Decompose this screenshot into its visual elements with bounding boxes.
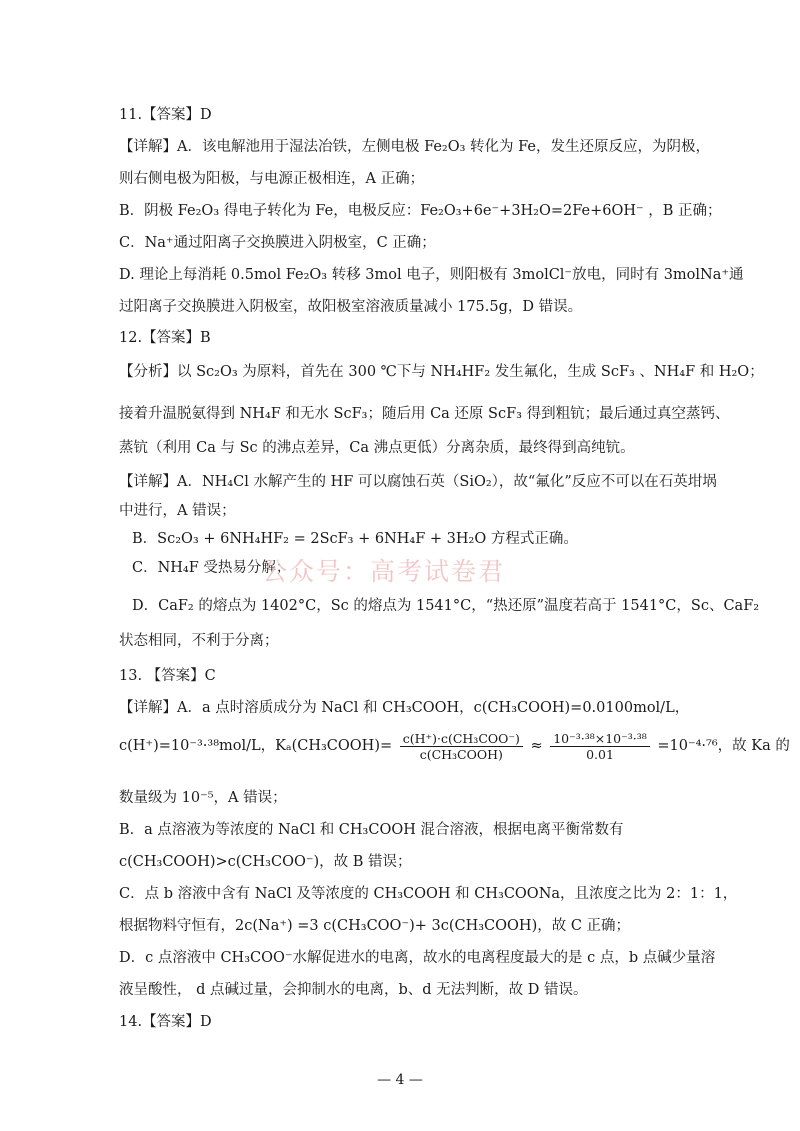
text-line: 则右侧电极为阳极，与电源正极相连，A 正确； — [119, 171, 425, 187]
watermark: 公众号：高考试卷君 — [262, 557, 506, 586]
text-line: D．c 点溶液中 CH₃COO⁻水解促进水的电离，故水的电离程度最大的是 c 点，b 点碱少量溶 — [119, 950, 716, 966]
fraction-denominator: 0.01 — [586, 746, 614, 762]
fraction-ka — [400, 731, 523, 762]
text-line: 液呈酸性， d 点碱过量，会抑制水的电离，b、d 无法判断，故 D 错误。 — [119, 982, 588, 998]
fraction-value — [550, 731, 650, 762]
text-line: 【详解】A．a 点时溶质成分为 NaCl 和 CH₃COOH，c(CH₃COOH)=0.0100mol/L， — [119, 700, 690, 716]
text-line: C．Na⁺通过阳离子交换膜进入阴极室，C 正确； — [119, 235, 436, 251]
text-line: C．NH₄F 受热易分解； — [132, 560, 291, 576]
text-line: 【详解】A．该电解池用于湿法冶铁，左侧电极 Fe₂O₃ 转化为 Fe，发生还原反应，为阴极， — [119, 139, 711, 155]
text-line: 过阳离子交换膜进入阴极室，故阳极室溶液质量减小 175.5g，D 错误。 — [119, 299, 583, 315]
ka-formula-line — [119, 730, 790, 762]
text-line: 中进行，A 错误； — [119, 503, 236, 519]
answer-13-heading: 13. 【答案】C — [119, 668, 216, 684]
formula-tail: =10⁻⁴·⁷⁶，故 Ka 的 — [657, 738, 790, 754]
text-line: 【分析】以 Sc₂O₃ 为原料，首先在 300 ℃下与 NH₄HF₂ 发生氟化，生成 ScF₃ 、NH₄F 和 H₂O； — [119, 364, 764, 380]
answer-11-heading: 11.【答案】D — [119, 107, 212, 123]
text-line: 根据物料守恒有，2c(Na⁺) =3 c(CH₃COO⁻)+ 3c(CH₃COOH)，故 C 正确； — [119, 918, 631, 934]
page-number: — 4 — — [377, 1072, 423, 1088]
formula-lead: c(H⁺)=10⁻³·³⁸mol/L，Kₐ(CH₃COOH)= — [119, 738, 393, 754]
fraction-numerator: c(H⁺)·c(CH₃COO⁻) — [400, 731, 523, 747]
fraction-denominator: c(CH₃COOH) — [419, 746, 503, 762]
text-line: B．Sc₂O₃ + 6NH₄HF₂ = 2ScF₃ + 6NH₄F + 3H₂O 方程式正确。 — [132, 531, 578, 547]
text-line: c(CH₃COOH)>c(CH₃COO⁻)，故 B 错误； — [119, 854, 412, 870]
approx-sign: ≈ — [530, 738, 543, 754]
text-line: 蒸钪（利用 Ca 与 Sc 的沸点差异，Ca 沸点更低）分离杂质，最终得到高纯钪。 — [119, 440, 635, 456]
text-line: C．点 b 溶液中含有 NaCl 及等浓度的 CH₃COOH 和 CH₃COONa，且浓度之比为 2：1：1， — [119, 886, 738, 902]
fraction-numerator: 10⁻³·³⁸×10⁻³·³⁸ — [550, 731, 650, 747]
answer-12-heading: 12.【答案】B — [119, 330, 211, 346]
answer-14-heading: 14.【答案】D — [119, 1014, 212, 1030]
text-line: 数量级为 10⁻⁵，A 错误； — [119, 790, 287, 806]
text-line: B．阴极 Fe₂O₃ 得电子转化为 Fe，电极反应：Fe₂O₃+6e⁻+3H₂O=2Fe+6OH⁻ ，B 正确； — [119, 203, 722, 219]
text-line: 【详解】A．NH₄Cl 水解产生的 HF 可以腐蚀石英（SiO₂），故“氟化”反应不可以在石英坩埚 — [119, 474, 717, 490]
text-line: D. 理论上每消耗 0.5mol Fe₂O₃ 转移 3mol 电子，则阳极有 3molCl⁻放电，同时有 3molNa⁺通 — [119, 267, 744, 283]
text-line: 状态相同，不利于分离； — [119, 633, 279, 649]
text-line: B．a 点溶液为等浓度的 NaCl 和 CH₃COOH 混合溶液，根据电离平衡常数有 — [119, 822, 624, 838]
text-line: 接着升温脱氨得到 NH₄F 和无水 ScF₃；随后用 Ca 还原 ScF₃ 得到粗钪；最后通过真空蒸钙、 — [119, 406, 730, 422]
text-line: D．CaF₂ 的熔点为 1402°C，Sc 的熔点为 1541°C，“热还原”温度若高于 1541°C，Sc、CaF₂ — [132, 598, 760, 614]
